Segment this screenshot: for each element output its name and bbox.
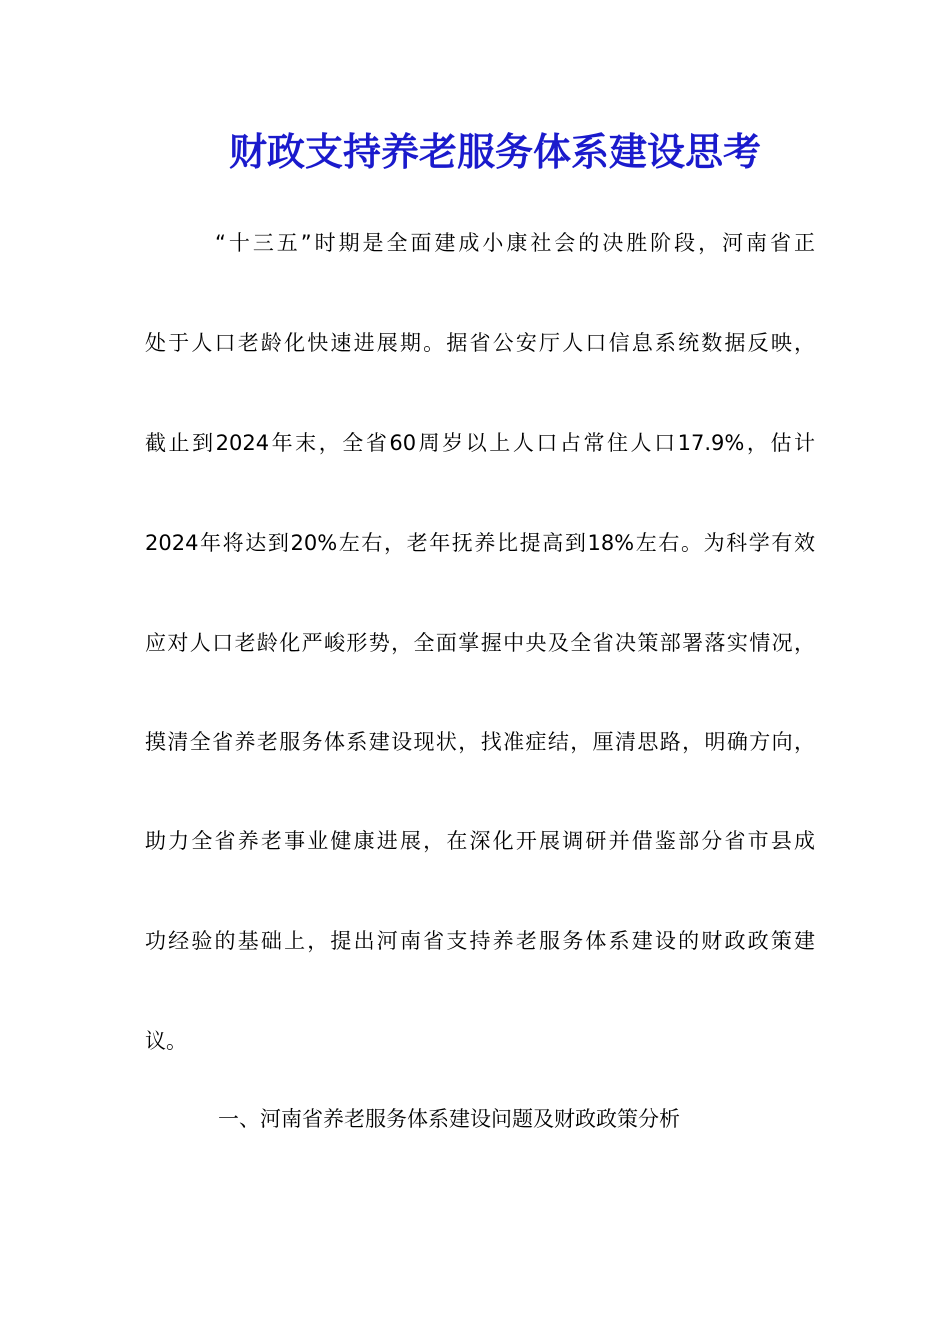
paragraph-line: 功经验的基础上，提出河南省支持养老服务体系建设的财政政策建 — [145, 929, 815, 953]
paragraph-line: 截止到2024年末，全省60周岁以上人口占常住人口17.9%，估计 — [145, 431, 815, 455]
paragraph-line: 2024年将达到20%左右，老年抚养比提高到18%左右。为科学有效 — [145, 531, 815, 555]
paragraph-line: 议。 — [145, 1029, 187, 1053]
paragraph-line: 应对人口老龄化严峻形势，全面掌握中央及全省决策部署落实情况， — [145, 631, 815, 655]
document-title: 财政支持养老服务体系建设思考 — [228, 129, 761, 174]
section-heading: 一、河南省养老服务体系建设问题及财政政策分析 — [218, 1107, 680, 1131]
paragraph-line: “十三五”时期是全面建成小康社会的决胜阶段，河南省正 — [215, 231, 815, 255]
paragraph-line: 处于人口老龄化快速进展期。据省公安厅人口信息系统数据反映， — [145, 331, 815, 355]
paragraph-line: 摸清全省养老服务体系建设现状，找准症结，厘清思路，明确方向， — [145, 730, 815, 754]
paragraph-line: 助力全省养老事业健康进展，在深化开展调研并借鉴部分省市县成 — [145, 829, 815, 853]
